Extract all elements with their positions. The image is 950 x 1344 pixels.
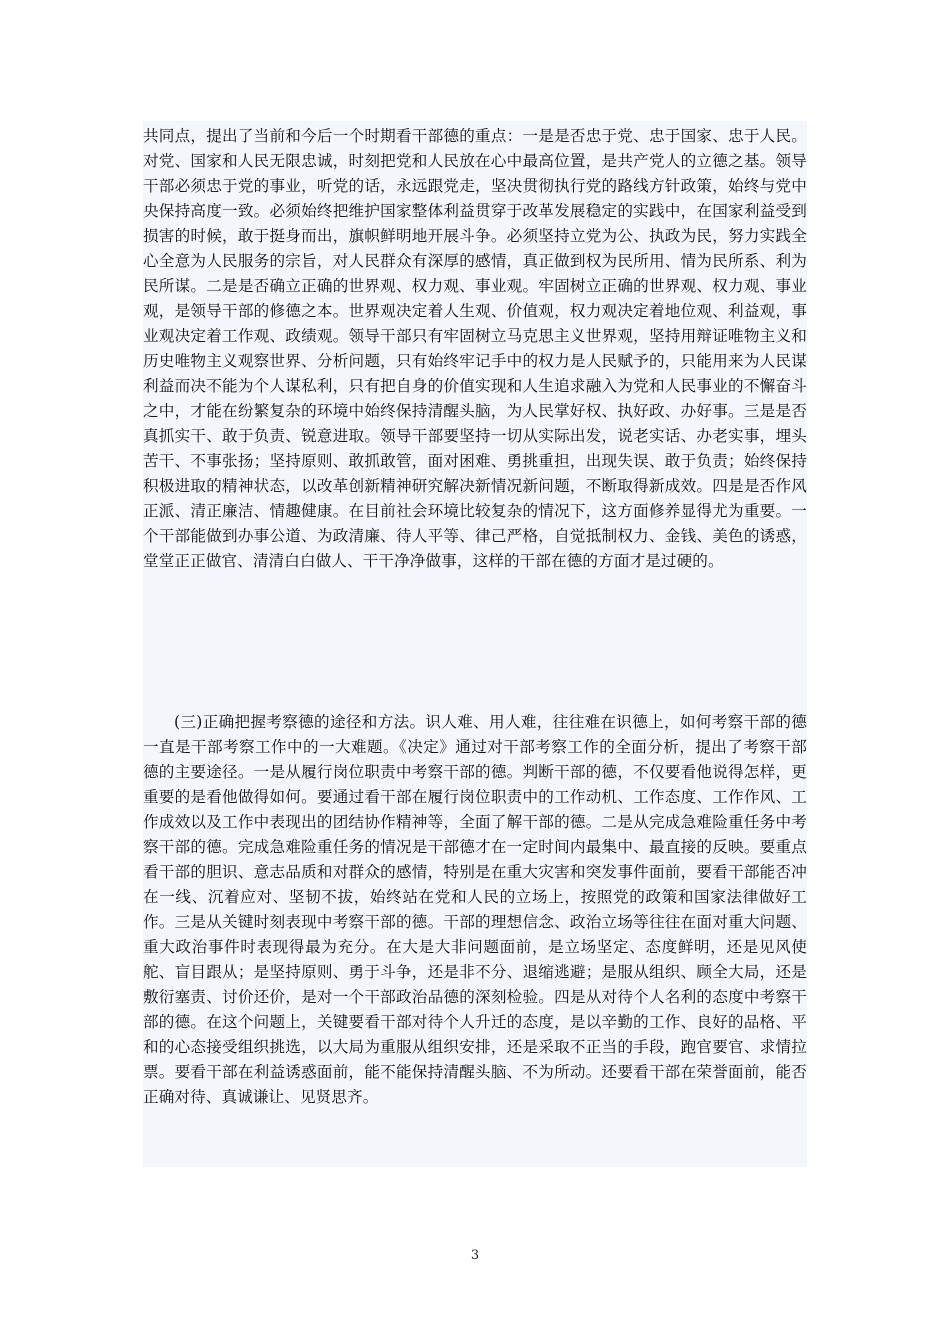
text-block-continued	[143, 121, 807, 659]
paragraph-section-3: (三)正确把握考察德的途径和方法。识人难、用人难，往往难在识德上，如何考察干部的德一直是干部考察工作中的一大难题。《决定》通过对干部考察工作的全面分析，提出了考察干部德的主要途径。一是从履行岗位职责中考察干部的德。判断干部的德，不仅要看他说得怎样，更重要的是看他做得如何。要通过看干部在履行岗位职责中的工作动机、工作态度、工作作风、工作成效以及工作中表现出的团结协作精神等，全面了解干部的德。二是从完成急难险重任务中考察干部的德。完成急难险重任务的情况是干部德才在一定时间内最集中、最直接的反映。要重点看干部的胆识、意志品质和对群众的感情，特别是在重大灾害和突发事件面前，要看干部能否冲在一线、沉着应对、坚韧不拔，始终站在党和人民的立场上，按照党的政策和国家法律做好工作。三是从关键时刻表现中考察干部的德。干部的理想信念、政治立场等往往在面对重大问题、重大政治事件时表现得最为充分。在大是大非问题面前，是立场坚定、态度鲜明，还是见风使舵、盲目跟从；是坚持原则、勇于斗争，还是非不分、退缩逃避；是服从组织、顾全大局，还是敷衍塞责、讨价还价，是对一个干部政治品德的深刻检验。四是从对待个人名利的态度中考察干部的德。在这个问题上，关键要看干部对待个人升迁的态度，是以辛勤的工作、良好的品格、平和的心态接受组织挑选，以大局为重服从组织安排，还是采取不正当的手段，跑官要官、求情拉票。要看干部在利益诱惑面前，能不能保持清醒头脑、不为所动。还要看干部在荣誉面前，能否正确对待、真诚谦让、见贤思齐。	[143, 713, 807, 1106]
paragraph-continued: 共同点，提出了当前和今后一个时期看干部德的重点：一是是否忠于党、忠于国家、忠于人民。对党、国家和人民无限忠诚，时刻把党和人民放在心中最高位置，是共产党人的立德之基。领导干部必须忠于党的事业，听党的话，永远跟党走，坚决贯彻执行党的路线方针政策，始终与党中央保持高度一致。必须始终把维护国家整体利益贯穿于改革发展稳定的实践中，在国家利益受到损害的时候，敢于挺身而出，旗帜鲜明地开展斗争。必须坚持立党为公、执政为民，努力实践全心全意为人民服务的宗旨，对人民群众有深厚的感情，真正做到权为民所用、情为民所系、利为民所谋。二是是否确立正确的世界观、权力观、事业观。牢固树立正确的世界观、权力观、事业观，是领导干部的修德之本。世界观决定着人生观、价值观，权力观决定着地位观、利益观，事业观决定着工作观、政绩观。领导干部只有牢固树立马克思主义世界观，坚持用辩证唯物主义和历史唯物主义观察世界、分析问题，只有始终牢记手中的权力是人民赋予的，只能用来为人民谋利益而决不能为个人谋私利，只有把自身的价值实现和人生追求融入为党和人民事业的不懈奋斗之中，才能在纷繁复杂的环境中始终保持清醒头脑，为人民掌好权、执好政、办好事。三是是否真抓实干、敢于负责、锐意进取。领导干部要坚持一切从实际出发，说老实话、办老实事，埋头苦干、不事张扬；坚持原则、敢抓敢管，面对困难、勇挑重担，出现失误、敢于负责；始终保持积极进取的精神状态，以改革创新精神研究解决新情况新问题，不断取得新成效。四是是否作风正派、清正廉洁、情趣健康。在目前社会环境比较复杂的情况下，这方面修养显得尤为重要。一个干部能做到办事公道、为政清廉、待人平等、律己严格，自觉抵制权力、金钱、美色的诱惑，堂堂正正做官、清清白白做人、干干净净做事，这样的干部在德的方面才是过硬的。	[143, 127, 807, 570]
text-block-section-3	[143, 707, 807, 1167]
page-number: 3	[470, 1248, 480, 1263]
paragraph-gap	[143, 659, 807, 707]
